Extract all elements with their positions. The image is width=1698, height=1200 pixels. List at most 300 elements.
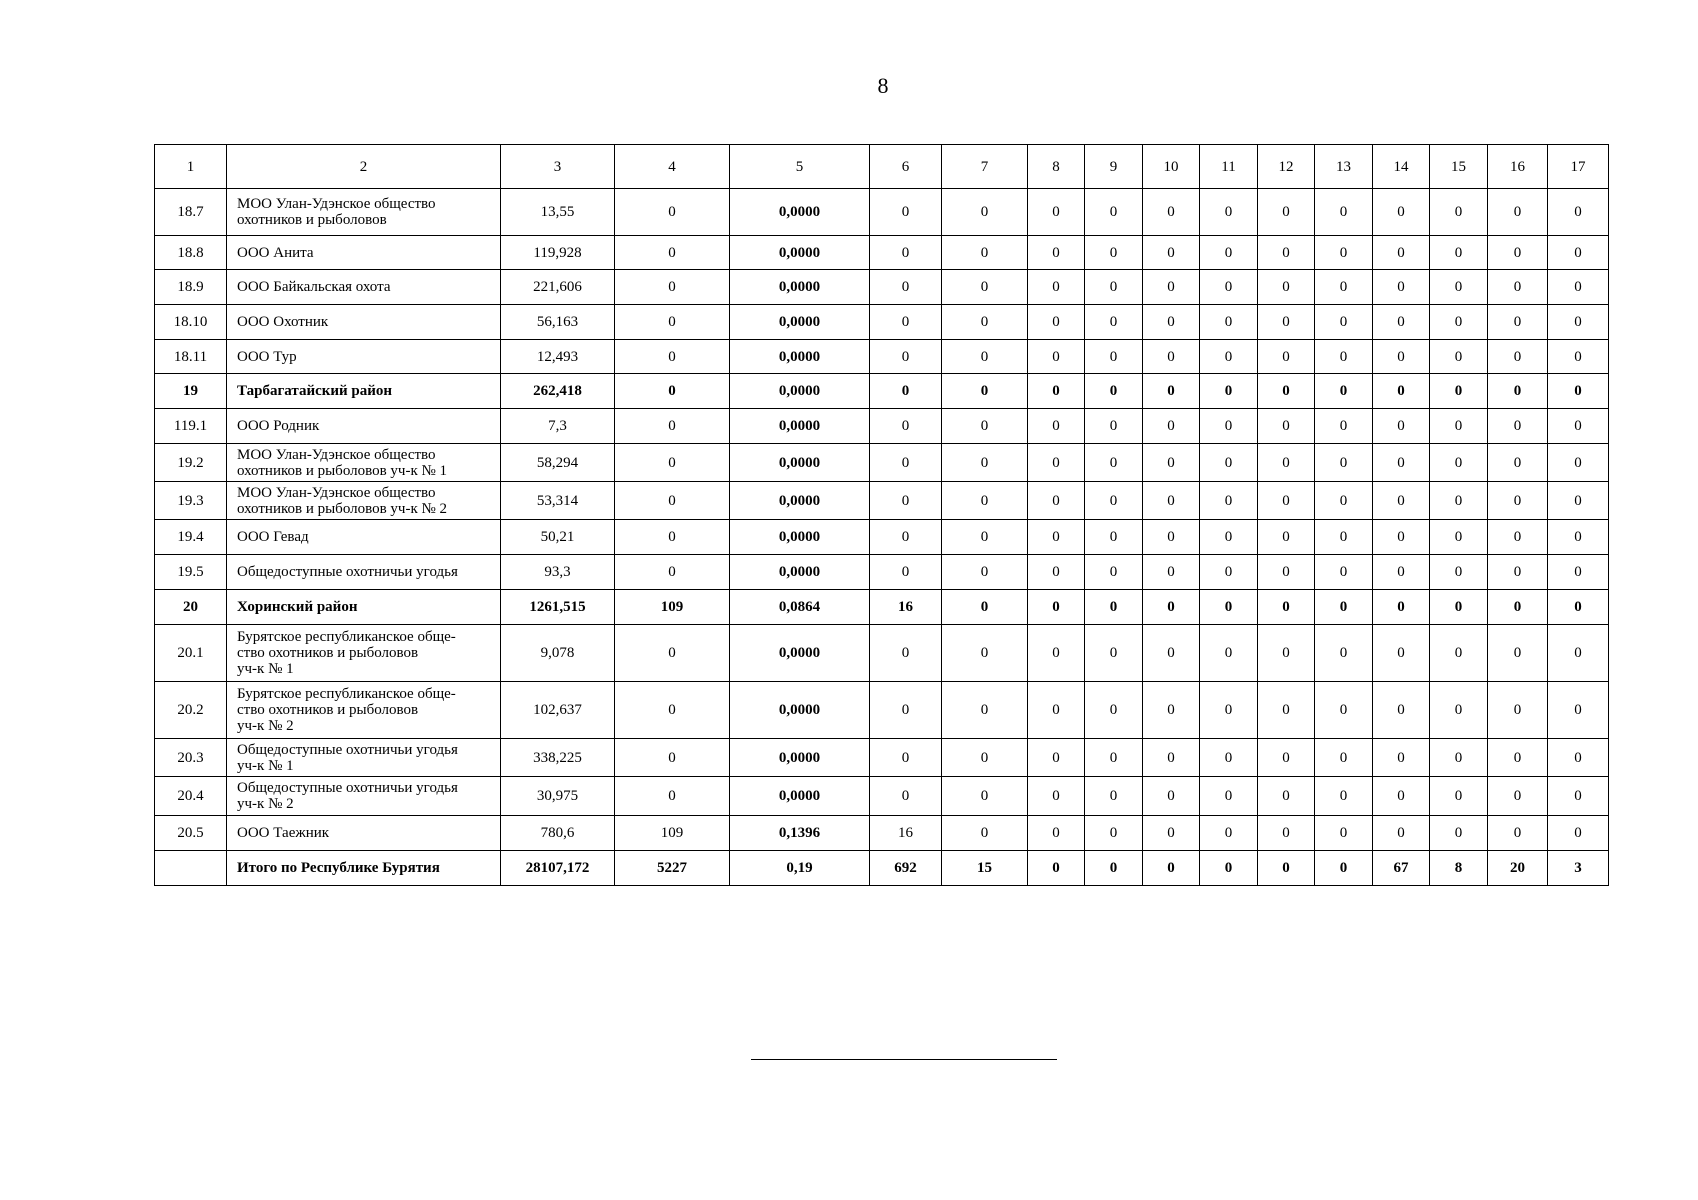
value-cell: 0 <box>1548 236 1609 270</box>
ratio-cell: 0,0000 <box>730 189 870 236</box>
value-cell: 0 <box>1143 305 1200 340</box>
value-cell: 0 <box>1028 682 1085 739</box>
value-cell: 0 <box>615 520 730 555</box>
row-number-cell: 19.2 <box>155 444 227 482</box>
column-number-header: 16 <box>1488 145 1548 189</box>
value-cell: 0 <box>942 444 1028 482</box>
value-cell: 0 <box>1085 236 1143 270</box>
row-number-cell: 18.10 <box>155 305 227 340</box>
value-cell: 0 <box>1488 409 1548 444</box>
value-cell: 0 <box>615 409 730 444</box>
value-cell: 0 <box>1548 340 1609 374</box>
column-number-header: 15 <box>1430 145 1488 189</box>
value-cell: 0 <box>942 739 1028 777</box>
value-cell: 15 <box>942 851 1028 886</box>
value-cell: 0 <box>1085 340 1143 374</box>
table-row <box>155 520 1609 555</box>
value-cell: 0 <box>1200 444 1258 482</box>
name-cell: МОО Улан-Удэнское общество охотников и рыболовов уч-к № 1 <box>227 444 501 482</box>
value-cell: 0 <box>1258 739 1315 777</box>
value-cell: 0 <box>1143 625 1200 682</box>
value-cell: 0 <box>1143 739 1200 777</box>
value-cell: 0 <box>870 777 942 816</box>
value-cell: 0 <box>1200 305 1258 340</box>
value-cell: 0 <box>942 625 1028 682</box>
name-cell: ООО Анита <box>227 236 501 270</box>
value-cell: 0 <box>1028 739 1085 777</box>
value-cell: 0 <box>942 777 1028 816</box>
value-cell: 0 <box>1085 189 1143 236</box>
value-cell: 20 <box>1488 851 1548 886</box>
value-cell: 0 <box>1085 374 1143 409</box>
ratio-cell: 0,19 <box>730 851 870 886</box>
value-cell: 0 <box>870 444 942 482</box>
value-cell: 0 <box>1548 270 1609 305</box>
value-cell: 0 <box>1488 682 1548 739</box>
value-cell: 0 <box>1258 682 1315 739</box>
value-cell: 0 <box>1373 189 1430 236</box>
value-cell: 0 <box>870 625 942 682</box>
value-cell: 0 <box>1200 374 1258 409</box>
value-cell: 7,3 <box>501 409 615 444</box>
ratio-cell: 0,0000 <box>730 520 870 555</box>
name-cell: Тарбагатайский район <box>227 374 501 409</box>
value-cell: 0 <box>942 236 1028 270</box>
name-cell: Бурятское республиканское обще- ство охотников и рыболовов уч-к № 2 <box>227 682 501 739</box>
value-cell: 262,418 <box>501 374 615 409</box>
value-cell: 0 <box>1548 189 1609 236</box>
value-cell: 30,975 <box>501 777 615 816</box>
value-cell: 0 <box>1028 236 1085 270</box>
value-cell: 0 <box>1488 816 1548 851</box>
name-cell: Бурятское республиканское обще- ство охотников и рыболовов уч-к № 1 <box>227 625 501 682</box>
table-row <box>155 555 1609 590</box>
table-row <box>155 739 1609 777</box>
ratio-cell: 0,0000 <box>730 340 870 374</box>
value-cell: 0 <box>1430 236 1488 270</box>
value-cell: 0 <box>870 739 942 777</box>
value-cell: 0 <box>1258 270 1315 305</box>
value-cell: 0 <box>1430 590 1488 625</box>
value-cell: 0 <box>1258 851 1315 886</box>
value-cell: 0 <box>1258 189 1315 236</box>
value-cell: 0 <box>1373 777 1430 816</box>
value-cell: 0 <box>1085 555 1143 590</box>
value-cell: 0 <box>1315 777 1373 816</box>
value-cell: 0 <box>1315 340 1373 374</box>
value-cell: 0 <box>1488 520 1548 555</box>
ratio-cell: 0,0864 <box>730 590 870 625</box>
value-cell: 0 <box>1258 625 1315 682</box>
value-cell: 0 <box>1143 340 1200 374</box>
value-cell: 0 <box>942 590 1028 625</box>
ratio-cell: 0,0000 <box>730 482 870 520</box>
value-cell: 0 <box>1028 625 1085 682</box>
value-cell: 0 <box>1143 270 1200 305</box>
value-cell: 0 <box>1430 777 1488 816</box>
row-number-cell: 20.1 <box>155 625 227 682</box>
row-number-cell: 19.3 <box>155 482 227 520</box>
value-cell: 0 <box>942 816 1028 851</box>
value-cell: 0 <box>1085 444 1143 482</box>
value-cell: 0 <box>1200 555 1258 590</box>
value-cell: 0 <box>1143 555 1200 590</box>
value-cell: 0 <box>1143 520 1200 555</box>
value-cell: 0 <box>1430 409 1488 444</box>
value-cell: 0 <box>1548 374 1609 409</box>
value-cell: 338,225 <box>501 739 615 777</box>
row-number-cell: 18.11 <box>155 340 227 374</box>
value-cell: 0 <box>1430 682 1488 739</box>
ratio-cell: 0,0000 <box>730 555 870 590</box>
value-cell: 0 <box>1315 409 1373 444</box>
column-number-header: 9 <box>1085 145 1143 189</box>
value-cell: 0 <box>942 374 1028 409</box>
value-cell: 16 <box>870 590 942 625</box>
value-cell: 0 <box>942 340 1028 374</box>
value-cell: 0 <box>870 482 942 520</box>
value-cell: 0 <box>1373 374 1430 409</box>
value-cell: 0 <box>870 555 942 590</box>
value-cell: 0 <box>1315 189 1373 236</box>
table-row <box>155 236 1609 270</box>
value-cell: 0 <box>1143 236 1200 270</box>
value-cell: 0 <box>942 270 1028 305</box>
value-cell: 0 <box>870 270 942 305</box>
row-number-cell: 20.3 <box>155 739 227 777</box>
ratio-cell: 0,0000 <box>730 374 870 409</box>
value-cell: 67 <box>1373 851 1430 886</box>
value-cell: 50,21 <box>501 520 615 555</box>
ratio-cell: 0,0000 <box>730 444 870 482</box>
column-number-header: 1 <box>155 145 227 189</box>
value-cell: 0 <box>942 189 1028 236</box>
value-cell: 0 <box>1143 374 1200 409</box>
table-row <box>155 444 1609 482</box>
value-cell: 0 <box>1315 739 1373 777</box>
value-cell: 0 <box>615 682 730 739</box>
name-cell: ООО Таежник <box>227 816 501 851</box>
value-cell: 0 <box>1200 340 1258 374</box>
value-cell: 28107,172 <box>501 851 615 886</box>
column-number-header: 10 <box>1143 145 1200 189</box>
value-cell: 0 <box>1548 590 1609 625</box>
value-cell: 0 <box>1373 555 1430 590</box>
value-cell: 0 <box>1085 851 1143 886</box>
column-number-header: 6 <box>870 145 942 189</box>
row-number-cell <box>155 851 227 886</box>
value-cell: 0 <box>615 189 730 236</box>
column-number-header: 4 <box>615 145 730 189</box>
value-cell: 0 <box>1028 409 1085 444</box>
value-cell: 0 <box>1028 482 1085 520</box>
value-cell: 0 <box>1085 520 1143 555</box>
value-cell: 0 <box>1430 520 1488 555</box>
value-cell: 8 <box>1430 851 1488 886</box>
value-cell: 0 <box>1373 444 1430 482</box>
value-cell: 0 <box>1430 189 1488 236</box>
row-number-cell: 18.9 <box>155 270 227 305</box>
value-cell: 0 <box>1373 739 1430 777</box>
name-cell: Итого по Республике Бурятия <box>227 851 501 886</box>
value-cell: 0 <box>1258 236 1315 270</box>
table-row <box>155 777 1609 816</box>
value-cell: 0 <box>1430 555 1488 590</box>
value-cell: 0 <box>1315 444 1373 482</box>
value-cell: 0 <box>1430 739 1488 777</box>
value-cell: 0 <box>1315 816 1373 851</box>
value-cell: 0 <box>1488 305 1548 340</box>
ratio-cell: 0,0000 <box>730 305 870 340</box>
name-cell: Хоринский район <box>227 590 501 625</box>
value-cell: 109 <box>615 590 730 625</box>
value-cell: 0 <box>1258 305 1315 340</box>
name-cell: Общедоступные охотничьи угодья уч-к № 1 <box>227 739 501 777</box>
value-cell: 0 <box>615 305 730 340</box>
header-row <box>155 145 1609 189</box>
ratio-cell: 0,0000 <box>730 625 870 682</box>
value-cell: 0 <box>615 340 730 374</box>
value-cell: 0 <box>1143 409 1200 444</box>
row-number-cell: 20 <box>155 590 227 625</box>
value-cell: 0 <box>1315 625 1373 682</box>
value-cell: 0 <box>1373 625 1430 682</box>
value-cell: 0 <box>1548 444 1609 482</box>
value-cell: 0 <box>1028 189 1085 236</box>
value-cell: 0 <box>870 409 942 444</box>
value-cell: 0 <box>1430 270 1488 305</box>
value-cell: 0 <box>1258 374 1315 409</box>
value-cell: 0 <box>1143 590 1200 625</box>
value-cell: 3 <box>1548 851 1609 886</box>
value-cell: 13,55 <box>501 189 615 236</box>
row-number-cell: 19.5 <box>155 555 227 590</box>
value-cell: 0 <box>1258 520 1315 555</box>
value-cell: 0 <box>1028 777 1085 816</box>
value-cell: 109 <box>615 816 730 851</box>
column-number-header: 5 <box>730 145 870 189</box>
name-cell: Общедоступные охотничьи угодья <box>227 555 501 590</box>
name-cell: МОО Улан-Удэнское общество охотников и рыболовов <box>227 189 501 236</box>
column-number-header: 7 <box>942 145 1028 189</box>
value-cell: 0 <box>942 682 1028 739</box>
value-cell: 0 <box>615 739 730 777</box>
name-cell: Общедоступные охотничьи угодья уч-к № 2 <box>227 777 501 816</box>
value-cell: 0 <box>1488 555 1548 590</box>
value-cell: 0 <box>1143 444 1200 482</box>
table-row <box>155 340 1609 374</box>
value-cell: 0 <box>1143 816 1200 851</box>
value-cell: 0 <box>1373 816 1430 851</box>
row-number-cell: 19 <box>155 374 227 409</box>
value-cell: 780,6 <box>501 816 615 851</box>
value-cell: 0 <box>1200 409 1258 444</box>
table-row <box>155 816 1609 851</box>
ratio-cell: 0,0000 <box>730 777 870 816</box>
value-cell: 0 <box>1028 816 1085 851</box>
value-cell: 0 <box>1430 444 1488 482</box>
value-cell: 0 <box>1085 816 1143 851</box>
value-cell: 0 <box>1373 682 1430 739</box>
value-cell: 0 <box>1085 305 1143 340</box>
name-cell: ООО Родник <box>227 409 501 444</box>
value-cell: 0 <box>1548 520 1609 555</box>
row-number-cell: 119.1 <box>155 409 227 444</box>
value-cell: 0 <box>1488 270 1548 305</box>
column-number-header: 2 <box>227 145 501 189</box>
value-cell: 0 <box>1200 270 1258 305</box>
value-cell: 0 <box>1200 625 1258 682</box>
column-number-header: 13 <box>1315 145 1373 189</box>
value-cell: 0 <box>1548 305 1609 340</box>
value-cell: 0 <box>1488 739 1548 777</box>
table-row <box>155 482 1609 520</box>
value-cell: 0 <box>1028 590 1085 625</box>
value-cell: 0 <box>1143 482 1200 520</box>
value-cell: 0 <box>1028 555 1085 590</box>
value-cell: 0 <box>942 305 1028 340</box>
value-cell: 0 <box>1200 816 1258 851</box>
ratio-cell: 0,1396 <box>730 816 870 851</box>
value-cell: 0 <box>1258 444 1315 482</box>
value-cell: 12,493 <box>501 340 615 374</box>
value-cell: 0 <box>1430 340 1488 374</box>
name-cell: ООО Байкальская охота <box>227 270 501 305</box>
column-number-header: 8 <box>1028 145 1085 189</box>
value-cell: 0 <box>1085 482 1143 520</box>
value-cell: 16 <box>870 816 942 851</box>
table-row <box>155 590 1609 625</box>
value-cell: 102,637 <box>501 682 615 739</box>
table-body <box>155 145 1609 886</box>
value-cell: 0 <box>1085 409 1143 444</box>
value-cell: 0 <box>1085 682 1143 739</box>
value-cell: 0 <box>1548 409 1609 444</box>
value-cell: 0 <box>1548 555 1609 590</box>
value-cell: 0 <box>1143 189 1200 236</box>
table-row <box>155 851 1609 886</box>
value-cell: 0 <box>615 482 730 520</box>
value-cell: 0 <box>1028 305 1085 340</box>
value-cell: 0 <box>1430 482 1488 520</box>
column-number-header: 3 <box>501 145 615 189</box>
value-cell: 0 <box>1200 851 1258 886</box>
value-cell: 0 <box>1200 590 1258 625</box>
row-number-cell: 20.5 <box>155 816 227 851</box>
name-cell: МОО Улан-Удэнское общество охотников и рыболовов уч-к № 2 <box>227 482 501 520</box>
name-cell: ООО Охотник <box>227 305 501 340</box>
value-cell: 221,606 <box>501 270 615 305</box>
value-cell: 0 <box>1373 236 1430 270</box>
value-cell: 0 <box>1548 816 1609 851</box>
value-cell: 0 <box>1488 189 1548 236</box>
value-cell: 0 <box>1548 482 1609 520</box>
value-cell: 0 <box>1488 444 1548 482</box>
value-cell: 1261,515 <box>501 590 615 625</box>
table-row <box>155 682 1609 739</box>
value-cell: 0 <box>870 189 942 236</box>
value-cell: 0 <box>1258 482 1315 520</box>
value-cell: 0 <box>1200 236 1258 270</box>
row-number-cell: 19.4 <box>155 520 227 555</box>
row-number-cell: 18.7 <box>155 189 227 236</box>
value-cell: 0 <box>1258 555 1315 590</box>
value-cell: 0 <box>615 444 730 482</box>
value-cell: 0 <box>615 625 730 682</box>
value-cell: 0 <box>1143 682 1200 739</box>
value-cell: 0 <box>1488 590 1548 625</box>
value-cell: 0 <box>1373 482 1430 520</box>
value-cell: 0 <box>1430 374 1488 409</box>
value-cell: 0 <box>870 305 942 340</box>
value-cell: 0 <box>870 340 942 374</box>
value-cell: 0 <box>1315 270 1373 305</box>
table-row <box>155 374 1609 409</box>
value-cell: 0 <box>1258 590 1315 625</box>
value-cell: 0 <box>1315 555 1373 590</box>
value-cell: 0 <box>1085 739 1143 777</box>
value-cell: 0 <box>1143 851 1200 886</box>
value-cell: 0 <box>870 374 942 409</box>
value-cell: 0 <box>1200 482 1258 520</box>
name-cell: ООО Тур <box>227 340 501 374</box>
value-cell: 0 <box>1488 236 1548 270</box>
row-number-cell: 18.8 <box>155 236 227 270</box>
value-cell: 0 <box>1028 520 1085 555</box>
value-cell: 0 <box>1143 777 1200 816</box>
ratio-cell: 0,0000 <box>730 682 870 739</box>
value-cell: 0 <box>1373 590 1430 625</box>
value-cell: 0 <box>1258 816 1315 851</box>
value-cell: 0 <box>615 236 730 270</box>
value-cell: 0 <box>615 374 730 409</box>
value-cell: 0 <box>1315 520 1373 555</box>
value-cell: 0 <box>1373 520 1430 555</box>
value-cell: 0 <box>1488 374 1548 409</box>
table-row <box>155 270 1609 305</box>
value-cell: 9,078 <box>501 625 615 682</box>
value-cell: 0 <box>1315 236 1373 270</box>
value-cell: 0 <box>1430 625 1488 682</box>
value-cell: 0 <box>1200 189 1258 236</box>
value-cell: 0 <box>1028 374 1085 409</box>
value-cell: 0 <box>870 520 942 555</box>
column-number-header: 17 <box>1548 145 1609 189</box>
value-cell: 0 <box>1548 777 1609 816</box>
footer-divider <box>751 1059 1057 1060</box>
value-cell: 0 <box>1028 340 1085 374</box>
value-cell: 0 <box>1315 851 1373 886</box>
value-cell: 93,3 <box>501 555 615 590</box>
value-cell: 0 <box>1548 625 1609 682</box>
data-table <box>154 144 1609 886</box>
table-row <box>155 189 1609 236</box>
value-cell: 0 <box>615 777 730 816</box>
value-cell: 0 <box>870 236 942 270</box>
value-cell: 0 <box>1085 777 1143 816</box>
value-cell: 0 <box>1430 305 1488 340</box>
column-number-header: 11 <box>1200 145 1258 189</box>
value-cell: 0 <box>615 270 730 305</box>
value-cell: 0 <box>870 682 942 739</box>
value-cell: 53,314 <box>501 482 615 520</box>
page-number: 8 <box>877 73 889 98</box>
value-cell: 0 <box>1548 739 1609 777</box>
value-cell: 0 <box>1315 590 1373 625</box>
table-row <box>155 409 1609 444</box>
value-cell: 0 <box>1488 340 1548 374</box>
value-cell: 0 <box>1258 777 1315 816</box>
